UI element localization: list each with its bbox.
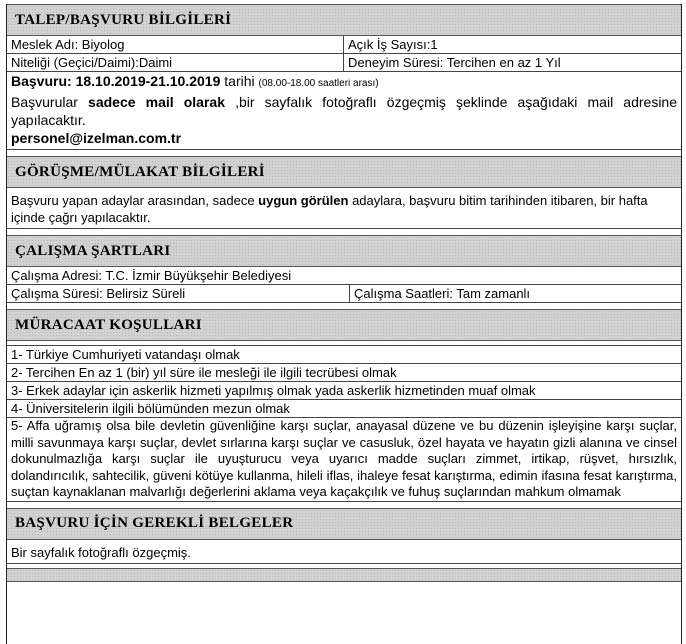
deneyim-cell: Deneyim Süresi: Tercihen en az 1 Yıl (348, 55, 561, 70)
meslek-cell: Meslek Adı: Biyolog (7, 36, 344, 53)
desc-pre: Başvurular (11, 94, 78, 110)
gorusme-post: adaylara, başvuru bitim tarihinden itibaren, bir hafta içinde çağrı yapılacaktır. (11, 193, 648, 225)
calisma-adres-cell: Çalışma Adresi: T.C. İzmir Büyükşehir Belediyesi (11, 268, 292, 283)
basvuru-description (11, 93, 677, 129)
section-title: ÇALIŞMA ŞARTLARI (15, 242, 171, 259)
basvuru-label: Başvuru: (11, 73, 72, 89)
condition-2: 2- Tercihen En az 1 (bir) yıl süre ile mesleği ile ilgili tecrübesi olmak (11, 365, 397, 380)
list-item (7, 345, 681, 364)
section-header-muracaat (7, 309, 681, 341)
section-header-next (7, 568, 681, 582)
email-line (11, 129, 677, 147)
table-row (7, 36, 681, 54)
condition-3: 3- Erkek adaylar için askerlik hizmeti yapılmış olmak yada askerlik hizmetinden muaf olmak (11, 383, 536, 398)
desc-post: ,bir sayfalık fotoğraflı özgeçmiş şeklinde aşağıdaki mail adresine yapılacaktır. (11, 94, 677, 128)
condition-5: 5- Affa uğramış olsa bile devletin güvenliğine karşı suçlar, anayasal düzene ve bu düzenin işleyişine karşı suçlar, milli savunmaya karşı suçlar, devlet sırlarına karşı suçlar ve casusluk, özel hayata ve hayatın gizli alanına ve cinsel dokunulmazlığa karşı suçlar ile uyuşturucu veya uyarıcı madde suçları zimmet, irtikap, rüşvet, hırsızlık, dolandırıcılık, sahtecilik, güveni kötüye kullanma, hileli iflas, ihaleye fesat karıştırma, edimin ifasına fesat karıştırma, suçtan kaynaklanan malvarlığı değerlerini aklama veya kaçakçılık ve fuhuş suçlarından mahkum olmamak (11, 418, 677, 499)
basvuru-hours: (08.00-18.00 saatleri arası) (258, 78, 379, 89)
gorusme-text (7, 188, 681, 229)
gorusme-pre: Başvuru yapan adaylar arasından, sadece (11, 193, 255, 208)
section-header-talep (7, 4, 681, 36)
table-row (7, 285, 681, 303)
desc-bold: sadece mail olarak (88, 94, 225, 110)
gorusme-bold: uygun görülen (258, 193, 349, 208)
table-row (7, 267, 681, 285)
job-posting-document (6, 4, 682, 644)
section-header-belgeler (7, 508, 681, 540)
calisma-sure-cell: Çalışma Süresi: Belirsiz Süreli (7, 285, 350, 302)
list-item (7, 400, 681, 418)
section-header-calisma (7, 235, 681, 267)
list-item (7, 418, 681, 502)
section-title: MÜRACAAT KOŞULLARI (15, 316, 202, 333)
condition-1: 1- Türkiye Cumhuriyeti vatandaşı olmak (11, 347, 240, 362)
contact-email[interactable]: personel@izelman.com.tr (11, 130, 182, 146)
acik-is-cell: Açık İş Sayısı:1 (348, 37, 438, 52)
nitelik-cell: Niteliği (Geçici/Daimi):Daimi (7, 54, 344, 71)
basvuru-tarihi: tarihi (224, 73, 255, 89)
basvuru-dates: 18.10.2019-21.10.2019 (75, 73, 221, 89)
basvuru-dates-line (11, 72, 677, 93)
list-item (7, 382, 681, 400)
table-row (7, 54, 681, 72)
condition-4: 4- Üniversitelerin ilgili bölümünden mezun olmak (11, 401, 290, 416)
section-title: GÖRÜŞME/MÜLAKAT BİLGİLERİ (15, 163, 265, 180)
belgeler-text: Bir sayfalık fotoğraflı özgeçmiş. (7, 540, 681, 564)
section-header-gorusme (7, 156, 681, 188)
calisma-saat-cell: Çalışma Saatleri: Tam zamanlı (354, 286, 531, 301)
basvuru-block (7, 72, 681, 150)
section-title: TALEP/BAŞVURU BİLGİLERİ (15, 11, 232, 28)
list-item (7, 364, 681, 382)
section-title: BAŞVURU İÇİN GEREKLİ BELGELER (15, 515, 294, 531)
